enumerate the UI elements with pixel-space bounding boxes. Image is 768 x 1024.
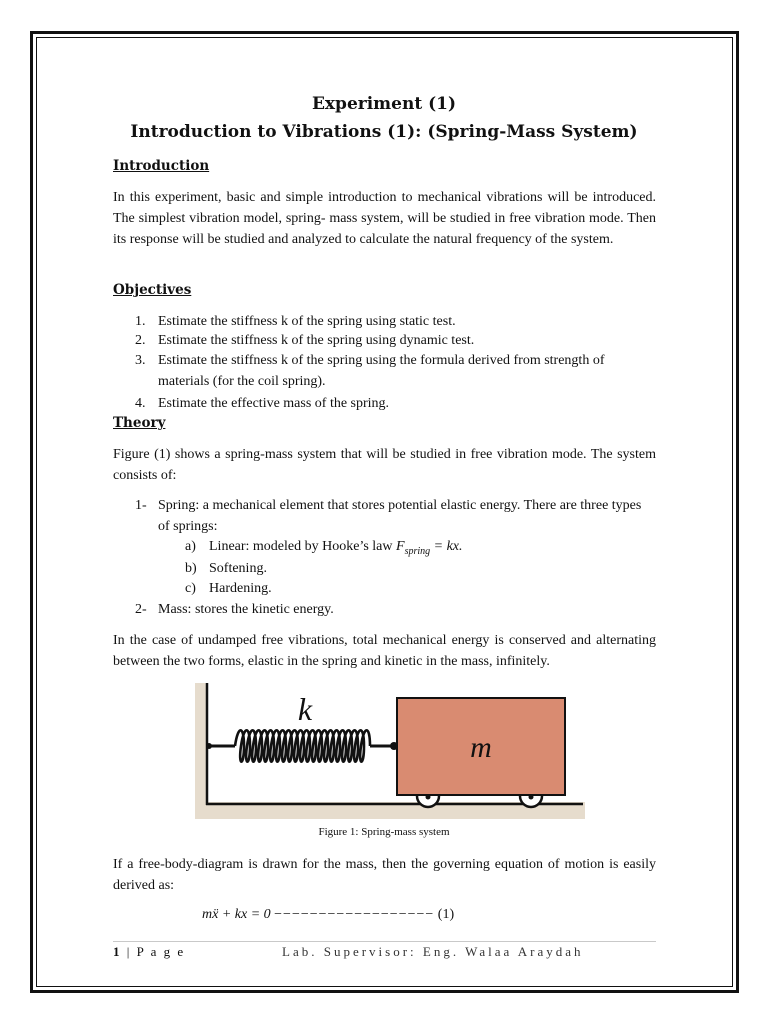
spring-type-item xyxy=(185,559,267,579)
lab-supervisor: Lab. Supervisor: Eng. Walaa Araydah xyxy=(282,944,584,959)
experiment-subtitle: Introduction to Vibrations (1): (Spring-Mass System) xyxy=(130,122,638,142)
theory-item-number: 2- xyxy=(135,602,147,617)
objective-text: Estimate the stiffness k of the spring using static test. xyxy=(158,314,456,329)
objective-text: Estimate the stiffness k of the spring using the formula derived from strength of materials (for the coil spring). xyxy=(158,353,605,389)
objective-number: 3. xyxy=(135,353,146,368)
spring-type-number: a) xyxy=(185,539,196,554)
formula-symbol: F xyxy=(396,539,405,554)
fbd-text: If a free-body-diagram is drawn for the mass, then the governing equation of motion is easily derived as: xyxy=(113,857,656,893)
theory-item-number: 1- xyxy=(135,498,147,513)
experiment-title: Experiment (1) xyxy=(311,94,457,114)
spring-mass-figure xyxy=(195,683,585,819)
page-number xyxy=(113,944,185,960)
objective-number: 1. xyxy=(135,314,146,329)
formula-subscript: spring xyxy=(404,545,431,557)
spring-type-item xyxy=(185,579,272,599)
objective-number: 2. xyxy=(135,333,146,348)
equation-lhs: mẍ + kx = 0 xyxy=(202,907,271,922)
theory-intro: Figure (1) shows a spring-mass system that will be studied in free vibration mode. The system consists of: xyxy=(113,447,656,483)
right-wheel-hub xyxy=(529,795,534,800)
objectives-heading: Objectives xyxy=(113,282,192,298)
theory-item-text: Spring: a mechanical element that stores potential elastic energy. There are three types of springs: xyxy=(158,498,642,534)
objective-text: Estimate the effective mass of the spring. xyxy=(158,396,390,411)
introduction-text: In this experiment, basic and simple introduction to mechanical vibrations will be introduced. The simplest vibration model, spring- mass system, will be studied in free vibration mode. Then its response will be studied and analyzed to calculate the natural frequency of the system. xyxy=(113,190,656,247)
conservation-text: In the case of undamped free vibrations, total mechanical energy is conserved and alternating between the two forms, elastic in the spring and kinetic in the mass, infinitely. xyxy=(113,633,656,669)
spring-type-text: Softening. xyxy=(209,561,267,576)
coil-spring xyxy=(235,730,370,762)
page-label: | P a g e xyxy=(126,944,186,959)
spring-type-text: Linear: modeled by Hooke’s law xyxy=(209,539,397,554)
equation-leader: −−−−−−−−−−−−−−−−−− xyxy=(274,907,435,922)
formula-rest: = kx. xyxy=(430,539,463,554)
spring-type-text: Hardening. xyxy=(209,581,272,596)
theory-item-text: Mass: stores the kinetic energy. xyxy=(158,602,334,617)
left-wheel-hub xyxy=(426,795,431,800)
objective-number: 4. xyxy=(135,396,146,411)
mass-label: m xyxy=(470,731,492,764)
introduction-heading: Introduction xyxy=(113,158,210,174)
spring-label: k xyxy=(297,691,313,727)
equation-number: (1) xyxy=(437,907,455,922)
theory-heading: Theory xyxy=(113,415,166,431)
spring-type-number: b) xyxy=(185,561,197,576)
spring-type-number: c) xyxy=(185,581,196,596)
wall-joint xyxy=(206,743,212,749)
figure-caption: Figure 1: Spring-mass system xyxy=(318,826,450,838)
page-number-value: 1 xyxy=(113,944,122,959)
footer-divider xyxy=(113,941,656,942)
equation-of-motion xyxy=(202,907,454,923)
objective-text: Estimate the stiffness k of the spring using dynamic test. xyxy=(158,333,475,348)
